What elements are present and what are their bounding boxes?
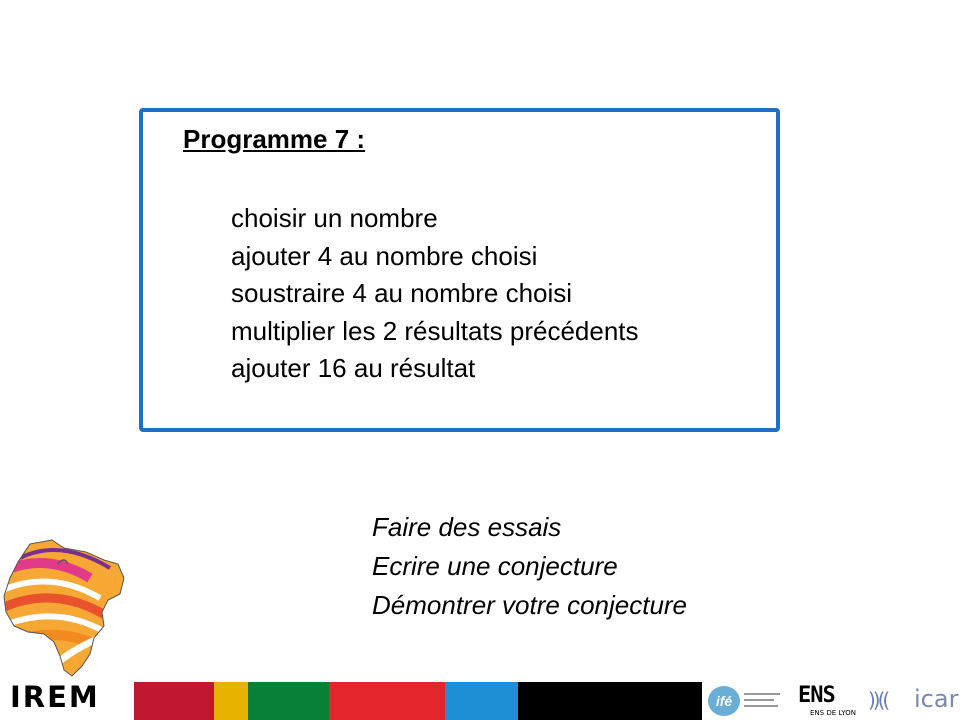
icar-logo: icar <box>914 685 959 713</box>
task-item: Démontrer votre conjecture <box>372 590 688 620</box>
ife-subtitle-lines <box>744 690 784 712</box>
irem-label: IREM <box>10 680 100 714</box>
partner-logos <box>702 682 960 720</box>
color-bar-segment <box>329 682 445 720</box>
color-bar-segment <box>445 682 518 720</box>
color-bar-segment <box>214 682 248 720</box>
color-bar-segment <box>248 682 329 720</box>
program-step: ajouter 16 au résultat <box>231 353 476 384</box>
program-step: soustraire 4 au nombre choisi <box>231 278 573 309</box>
task-item: Faire des essais <box>372 512 562 542</box>
program-steps <box>231 200 639 388</box>
signal-waves-icon: ))(( <box>868 688 888 712</box>
ens-logo: ENS <box>798 683 835 708</box>
program-step: multiplier les 2 résultats précédents <box>231 315 639 346</box>
program-step: choisir un nombre <box>231 203 438 233</box>
ife-logo: ifé <box>708 686 740 716</box>
program-box <box>139 108 780 432</box>
task-list <box>372 508 687 625</box>
program-title: Programme 7 : <box>183 124 366 154</box>
color-bar-segment <box>134 682 214 720</box>
program-step: ajouter 4 au nombre choisi <box>231 240 538 271</box>
color-bar-segment <box>518 682 702 720</box>
task-item: Ecrire une conjecture <box>372 551 618 581</box>
ens-subtitle: ENS DE LYON <box>810 709 856 717</box>
